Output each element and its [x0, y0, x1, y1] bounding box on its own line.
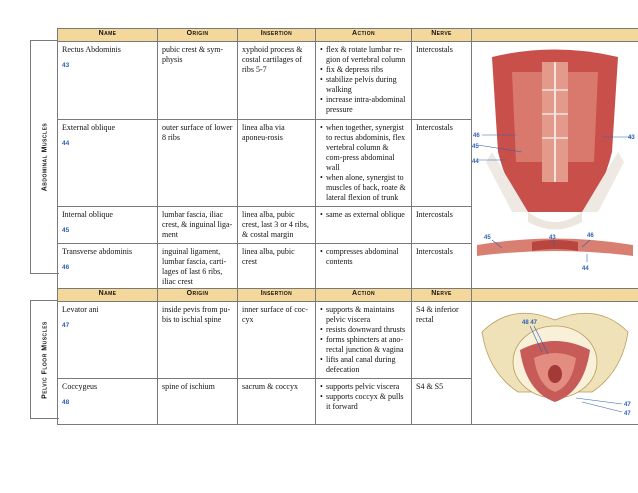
- action-item: • fix & depress ribs: [320, 65, 407, 75]
- action-item: • same as external oblique: [320, 210, 407, 220]
- origin-cell: inguinal ligament, lumbar fascia, carti-lages of last 6 ribs, iliac crest: [158, 244, 238, 291]
- header-nerve: Nerve: [412, 289, 472, 302]
- header-insertion: Insertion: [238, 29, 316, 42]
- action-item: • stabilize pelvis during walking: [320, 75, 407, 95]
- pelvic-group-label-cell: [30, 300, 59, 419]
- muscle-name: Transverse abdominis: [62, 247, 133, 256]
- muscle-number: 44: [62, 140, 70, 147]
- origin-cell: inside pevis from pu-bis to ischial spine: [158, 302, 238, 379]
- muscle-number: 46: [62, 264, 70, 271]
- origin-cell: outer surface of lower 8 ribs: [158, 120, 238, 207]
- nerve-cell: Intercostals: [412, 42, 472, 120]
- action-item: • resists downward thrusts: [320, 325, 407, 335]
- header-blank: [472, 29, 638, 42]
- figure-label: 48 47: [522, 320, 538, 326]
- origin-cell: lumbar fascia, iliac crest, & inguinal liga-ment: [158, 207, 238, 244]
- action-item: • lifts anal canal during defecation: [320, 355, 407, 375]
- muscle-name: Levator ani: [62, 305, 99, 314]
- action-list: [320, 210, 407, 220]
- action-item: • supports & maintains pelvic viscera: [320, 305, 407, 325]
- nerve-cell: Intercostals: [412, 244, 472, 291]
- header-nerve: Nerve: [412, 29, 472, 42]
- insertion-cell: linea alba, pubic crest: [238, 244, 316, 291]
- table-row: [58, 42, 638, 120]
- insertion-cell: linea alba, pubic crest, last 3 or 4 ribs, & costal margin: [238, 207, 316, 244]
- action-item: • compresses abdominal contents: [320, 247, 407, 267]
- figure-label: 43: [549, 235, 556, 241]
- action-item: • when alone, synergist to muscles of back, roate & lateral flexion of trunk: [320, 173, 407, 203]
- abdominal-muscles-table: [57, 28, 638, 291]
- action-item: • supports pelvic viscera: [320, 382, 407, 392]
- abdominal-group-label-cell: [30, 40, 59, 274]
- action-list: [320, 305, 407, 375]
- header-origin: Origin: [158, 29, 238, 42]
- abdominal-group-label: Abdominal Muscles: [41, 122, 49, 192]
- pelvic-floor-illustration: [472, 302, 638, 416]
- pelvic-group-label: Pelvic Floor Muscles: [41, 320, 49, 399]
- action-item: • increase intra-abdominal pressure: [320, 95, 407, 115]
- insertion-cell: xyphoid process & costal cartilages of ribs 5-7: [238, 42, 316, 120]
- insertion-cell: sacrum & coccyx: [238, 379, 316, 425]
- abdominal-muscles-illustration: [472, 42, 638, 272]
- origin-cell: pubic crest & sym-physis: [158, 42, 238, 120]
- muscle-name: Internal oblique: [62, 210, 113, 219]
- insertion-cell: linea alba via aponeu-rosis: [238, 120, 316, 207]
- header-name: Name: [58, 289, 158, 302]
- header-action: Action: [316, 289, 412, 302]
- action-list: [320, 247, 407, 267]
- figure-label: 45: [472, 144, 479, 150]
- muscle-number: 43: [62, 62, 70, 69]
- action-item: • supports coccyx & pulls it forward: [320, 392, 407, 412]
- muscle-number: 48: [62, 399, 70, 406]
- header-action: Action: [316, 29, 412, 42]
- action-item: • flex & rotate lumbar re-gion of vertebral column: [320, 45, 407, 65]
- action-item: • forms sphincters at ano-rectal junction & vagina: [320, 335, 407, 355]
- nerve-cell: S4 & inferior rectal: [412, 302, 472, 379]
- muscle-number: 45: [62, 227, 70, 234]
- muscle-name: Rectus Abdominis: [62, 45, 121, 54]
- insertion-cell: inner surface of coc-cyx: [238, 302, 316, 379]
- table-row: [58, 302, 638, 379]
- pelvic-figure-cell: [472, 302, 638, 425]
- nerve-cell: Intercostals: [412, 207, 472, 244]
- nerve-cell: S4 & S5: [412, 379, 472, 425]
- figure-label: 44: [472, 159, 479, 165]
- header-blank: [472, 289, 638, 302]
- pelvic-header-row: [58, 289, 638, 302]
- action-list: [320, 45, 407, 115]
- header-insertion: Insertion: [238, 289, 316, 302]
- action-list: [320, 382, 407, 412]
- figure-label: 43: [628, 135, 635, 141]
- figure-label: 47: [624, 411, 631, 416]
- origin-cell: spine of ischium: [158, 379, 238, 425]
- figure-label: 46: [473, 133, 480, 139]
- figure-label: 45: [484, 235, 491, 241]
- nerve-cell: Intercostals: [412, 120, 472, 207]
- abdominal-figure-cell: [472, 42, 638, 291]
- figure-label: 46: [587, 233, 594, 239]
- header-origin: Origin: [158, 289, 238, 302]
- header-name: Name: [58, 29, 158, 42]
- action-list: [320, 123, 407, 203]
- figure-label: 44: [582, 266, 589, 272]
- figure-label: 47: [624, 402, 631, 408]
- muscle-name: External oblique: [62, 123, 116, 132]
- pelvic-muscles-table: [57, 288, 638, 425]
- abdominal-header-row: [58, 29, 638, 42]
- muscle-name: Coccygeus: [62, 382, 98, 391]
- action-item: • when together, synergist to rectus abdominis, flex vertebral column & com-press abdominal wall: [320, 123, 407, 173]
- muscle-number: 47: [62, 322, 70, 329]
